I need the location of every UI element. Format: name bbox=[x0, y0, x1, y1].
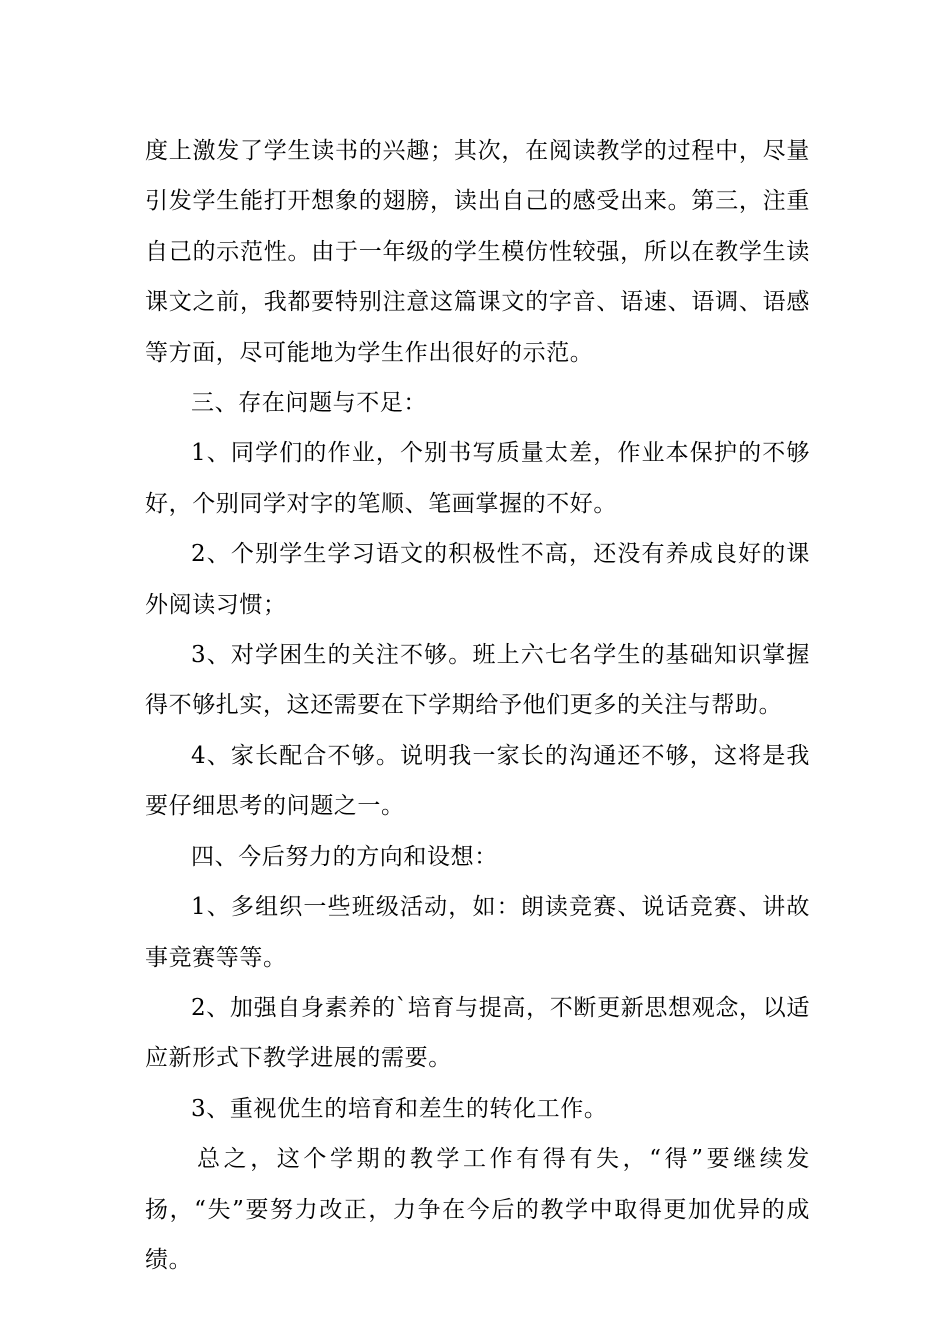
problem-item-1: 1、同学们的作业，个别书写质量太差，作业本保护的不够好，个别同学对字的笔顺、笔画掌握的不好。 bbox=[145, 440, 810, 517]
document-body bbox=[145, 126, 810, 1285]
plan-item-3: 3、重视优生的培育和差生的转化工作。 bbox=[191, 1095, 608, 1122]
heading-future-plans: 四、今后努力的方向和设想： bbox=[191, 843, 498, 870]
problem-item-2: 2、个别学生学习语文的积极性不高，还没有养成良好的课外阅读习惯； bbox=[145, 541, 810, 618]
plan-item-2: 2、加强自身素养的`培育与提高，不断更新思想观念，以适应新形式下教学进展的需要。 bbox=[145, 994, 810, 1072]
problem-item-3: 3、对学困生的关注不够。班上六七名学生的基础知识掌握得不够扎实，这还需要在下学期给予他们更多的关注与帮助。 bbox=[145, 642, 810, 719]
problem-item-4: 4、家长配合不够。说明我一家长的沟通还不够，这将是我要仔细思考的问题之一。 bbox=[145, 742, 810, 820]
heading-problems: 三、存在问题与不足： bbox=[191, 390, 427, 417]
summary-paragraph: 总之，这个学期的教学工作有得有失，“得”要继续发扬，“失”要努力改正，力争在今后的教学中取得更加优异的成绩。 bbox=[145, 1146, 810, 1273]
plan-item-1: 1、多组织一些班级活动，如：朗读竞赛、说话竞赛、讲故事竞赛等等。 bbox=[145, 894, 810, 971]
paragraph-continuation: 度上激发了学生读书的兴趣；其次，在阅读教学的过程中，尽量引发学生能打开想象的翅膀，读出自己的感受出来。第三，注重自己的示范性。由于一年级的学生模仿性较强，所以在教学生读课文之前，我都要特别注意这篇课文的字音、语速、语调、语感等方面，尽可能地为学生作出很好的示范。 bbox=[145, 138, 810, 366]
